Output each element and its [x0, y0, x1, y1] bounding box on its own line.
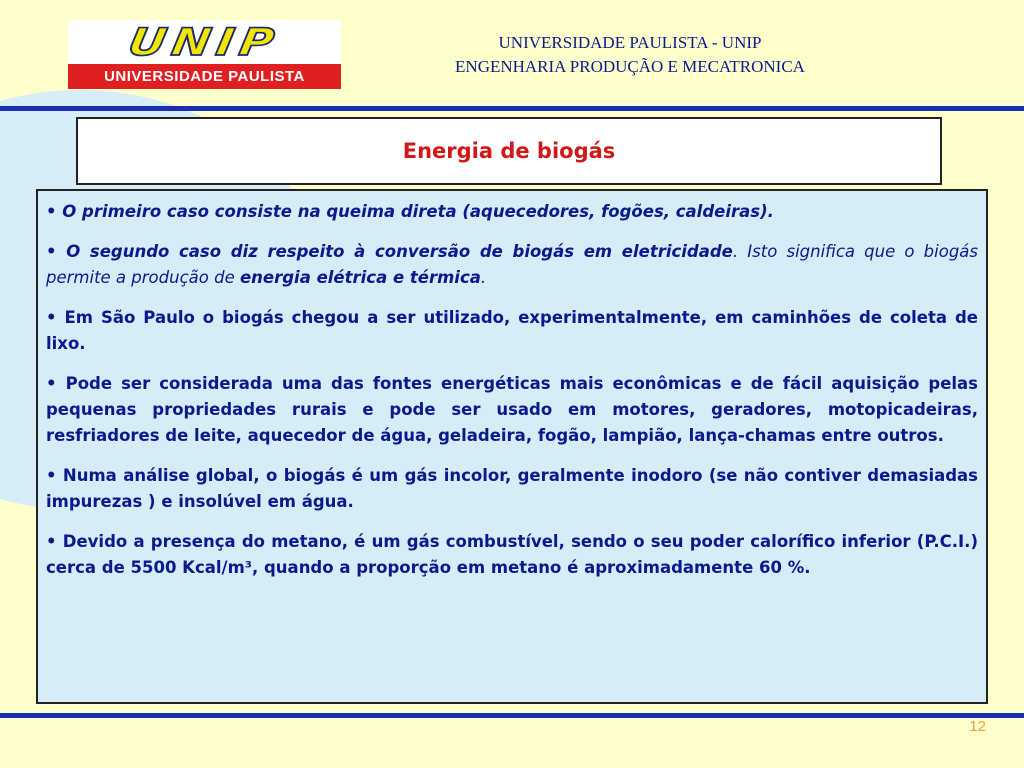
bullet-text: • Devido a presença do metano, é um gás combustível, sendo o seu poder calorífico inferior (P.C.I.) cerca de 5500 Kcal/m³, quando a proporção em metano é aproximadamente 60 %. — [46, 532, 978, 577]
unip-logo — [68, 20, 341, 89]
top-divider — [0, 106, 1024, 111]
university-header — [380, 31, 880, 79]
bullet-text: • Em São Paulo o biogás chegou a ser utilizado, experimentalmente, em caminhões de coleta de lixo. — [46, 308, 978, 353]
page-number: 12 — [969, 718, 986, 735]
bullet-text: . — [937, 426, 944, 445]
bullet-item-1 — [46, 199, 978, 225]
bullet-item-4 — [46, 371, 978, 449]
logo-word: UNIP — [125, 19, 284, 65]
bullet-text: • O primeiro caso consiste na queima direta (aquecedores, fogões, caldeiras). — [46, 202, 774, 221]
bottom-divider — [0, 713, 1024, 718]
slide-title-box — [76, 117, 942, 185]
bullet-item-3 — [46, 305, 978, 357]
university-name: UNIVERSIDADE PAULISTA - UNIP — [498, 33, 762, 52]
bullet-text: • O segundo caso diz respeito à conversão de biogás em eletricidade — [46, 242, 733, 261]
slide-title: Energia de biogás — [402, 139, 616, 163]
bullet-text: • Pode ser considerada uma das fontes energéticas mais econômicas e de fácil aquisição pelas pequenas propriedades rurais e pode ser usado em motores, geradores, motopicadeiras, resfriadores de leite, aquecedor de água, geladeira, fogão, lampião, lança-chamas entre outros — [46, 374, 978, 445]
slide-content — [36, 189, 988, 704]
bullet-text: . Isto significa que o biogás permite a produção de — [46, 242, 979, 287]
bullet-text: • Numa análise global, o biogás é um gás incolor, geralmente inodoro (se não contiver demasiadas impurezas ) e insolúvel em água. — [46, 466, 978, 511]
bullet-item-5 — [46, 463, 978, 515]
bullet-text: . — [480, 268, 487, 287]
bullet-item-6 — [46, 529, 978, 581]
course-name: ENGENHARIA PRODUÇÃO E MECATRONICA — [455, 57, 805, 76]
bullet-item-2 — [46, 239, 978, 291]
logo-word-area — [68, 20, 341, 64]
bullet-text-emphasis: energia elétrica e térmica — [239, 268, 481, 287]
logo-subtitle: UNIVERSIDADE PAULISTA — [68, 64, 341, 89]
